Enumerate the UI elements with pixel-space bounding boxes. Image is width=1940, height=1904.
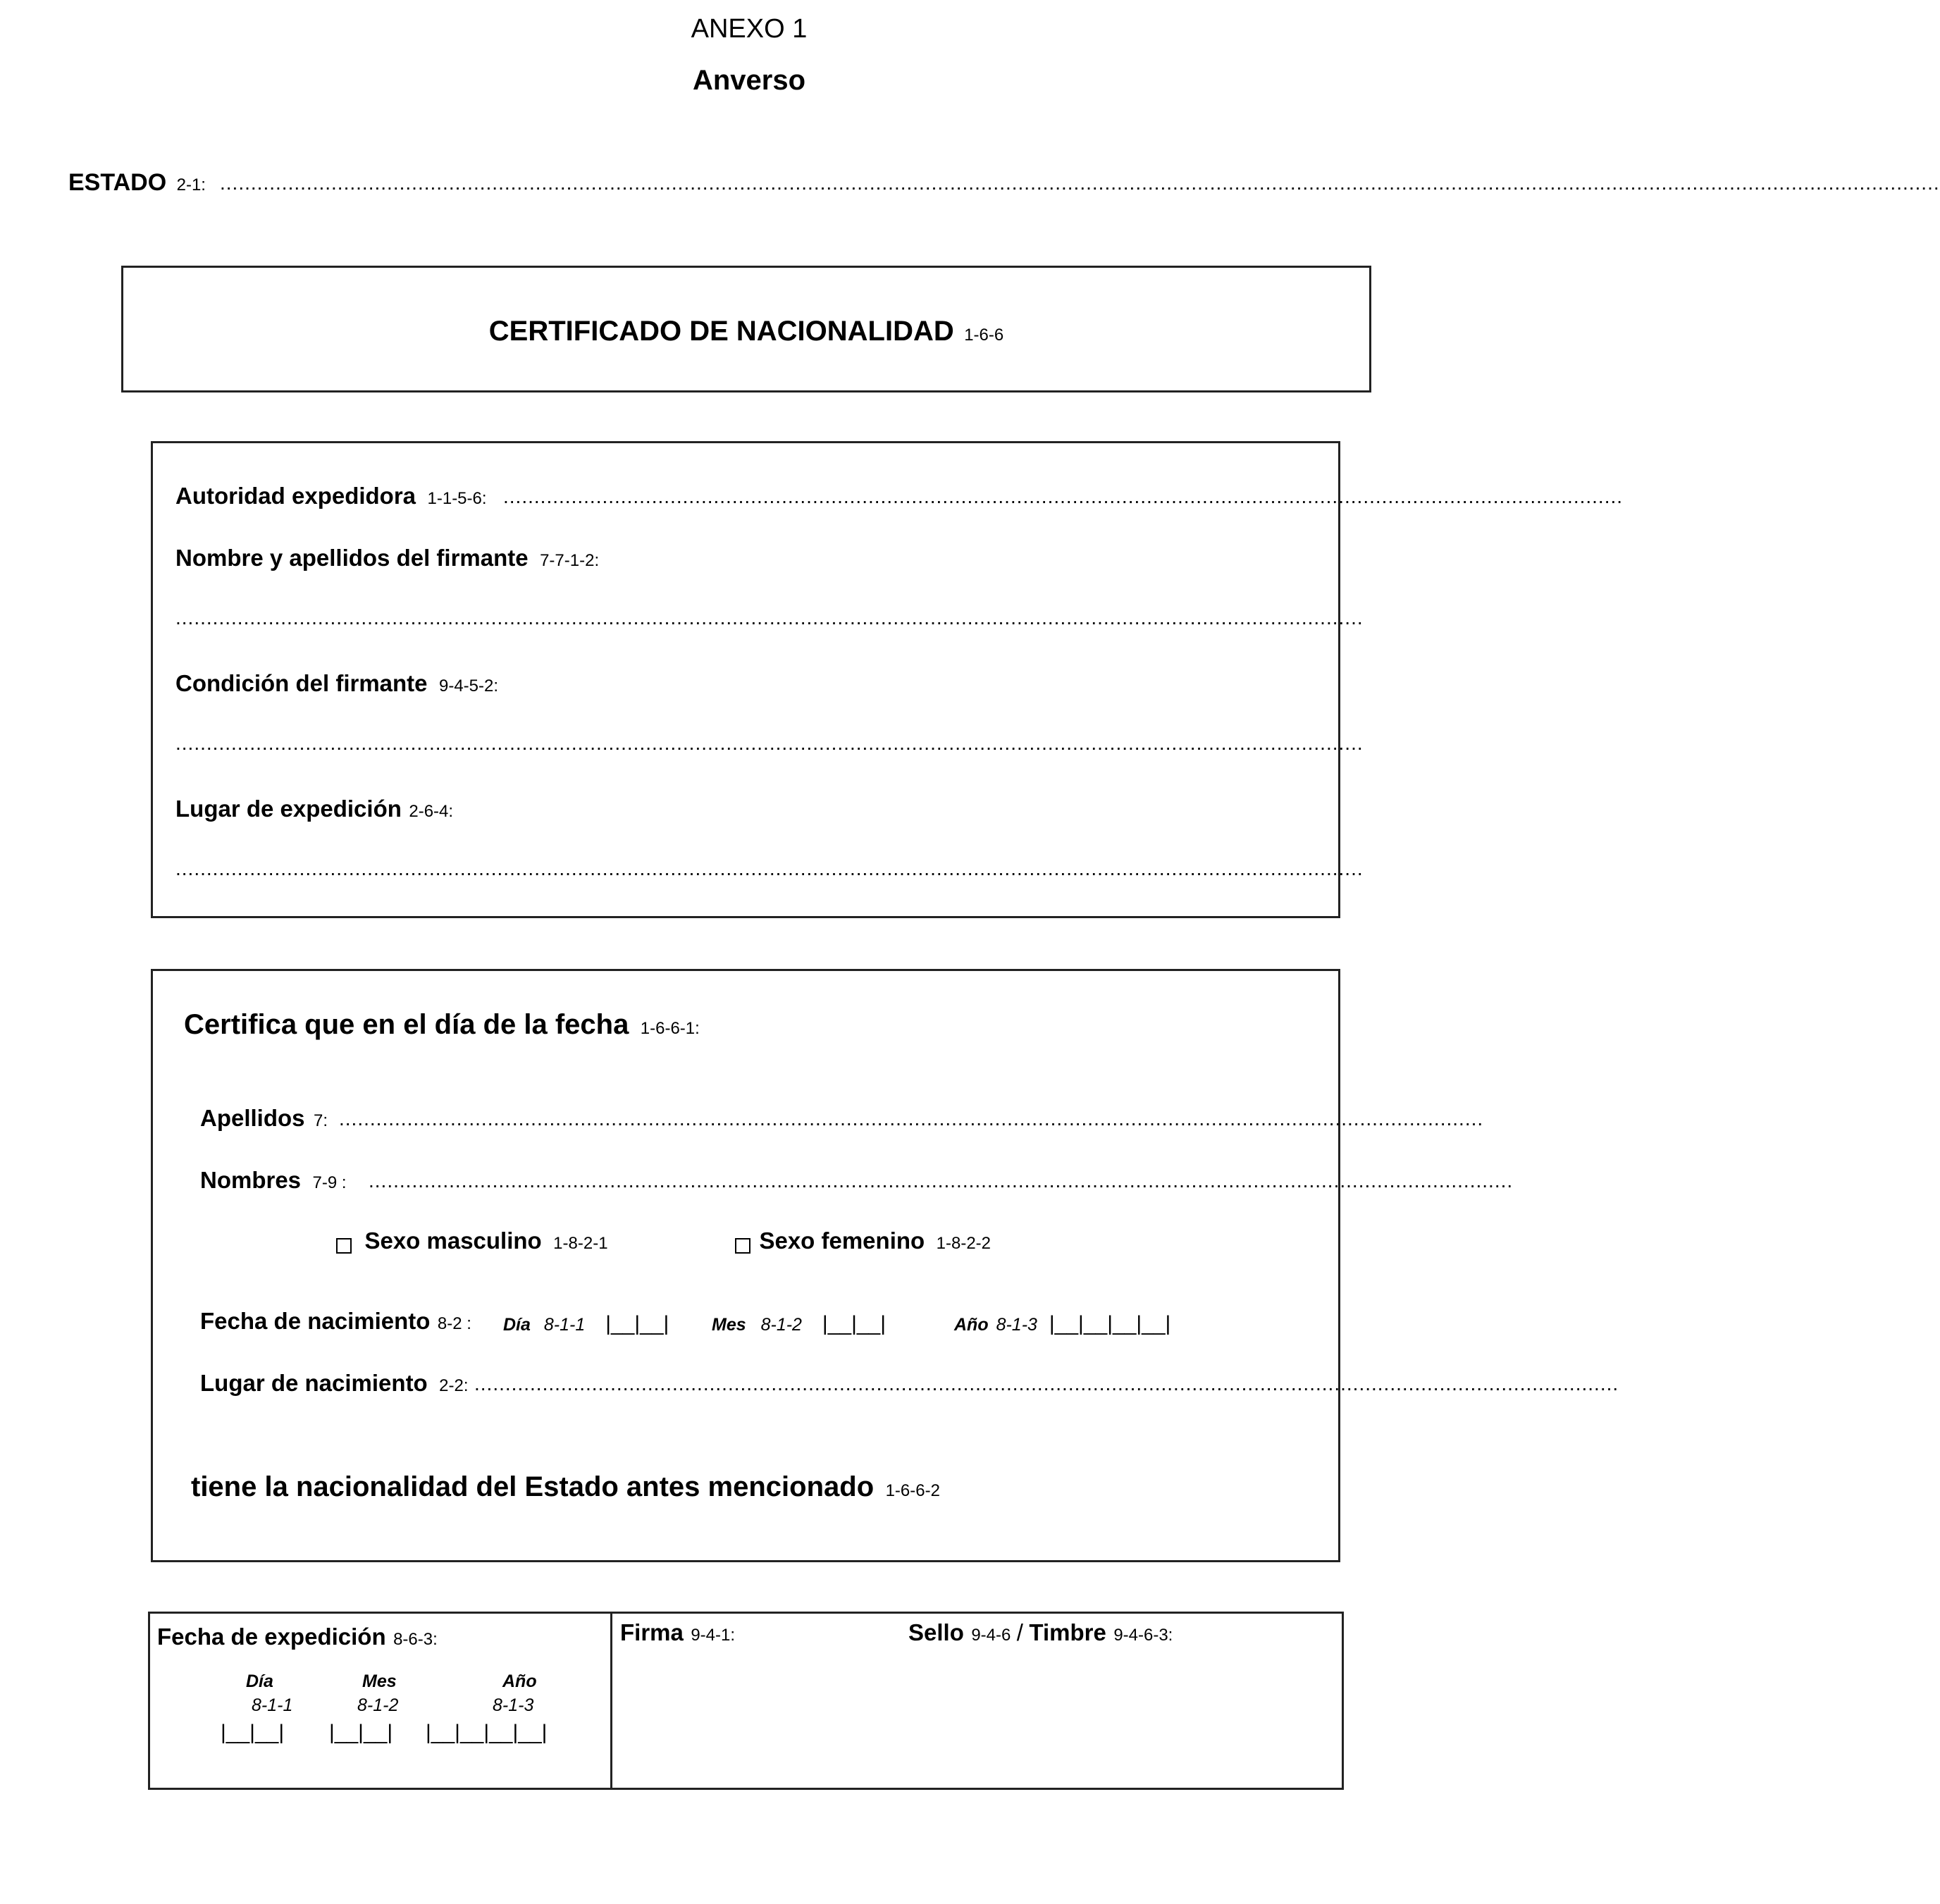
expedicion-anio-label: Año <box>502 1671 537 1691</box>
autoridad-field[interactable]: ..................................................................................................................................................................................... <box>503 486 1624 507</box>
fecha-expedicion-row <box>157 1624 438 1650</box>
closing-code: 1-6-6-2 <box>885 1481 940 1500</box>
sexo-masculino-option[interactable] <box>336 1228 608 1254</box>
certificate-title-code: 1-6-6 <box>964 326 1004 345</box>
nombres-field[interactable]: ......................................................................................................................................................................................... <box>369 1170 1514 1192</box>
fecha-nacimiento-row <box>200 1308 471 1335</box>
firmante-label: Nombre y apellidos del firmante <box>175 545 529 571</box>
cert-heading-row <box>184 1009 700 1041</box>
estado-label: ESTADO <box>68 169 167 196</box>
nacimiento-anio <box>954 1312 1170 1336</box>
lugar-expedicion-row <box>175 796 453 822</box>
sello-code: 9-4-6 <box>971 1626 1011 1645</box>
condicion-code: 9-4-5-2: <box>438 676 499 696</box>
expedicion-mes-code: 8-1-2 <box>357 1695 399 1715</box>
authority-box <box>151 441 1624 918</box>
timbre-label: Timbre <box>1029 1619 1106 1645</box>
nombres-label: Nombres <box>200 1167 302 1193</box>
lugar-nacimiento-code: 2-2: <box>439 1376 469 1395</box>
condicion-label: Condición del firmante <box>175 670 428 696</box>
autoridad-row <box>175 483 487 509</box>
cert-heading-code: 1-6-6-1: <box>640 1019 700 1038</box>
title-line <box>123 316 1369 347</box>
sello-separator: / <box>1016 1619 1023 1645</box>
apellidos-field[interactable]: ......................................................................................................................................................................................... <box>339 1108 1484 1130</box>
expedicion-anio-boxes[interactable]: |__|__|__|__| <box>426 1721 548 1744</box>
expedicion-dia-label: Día <box>246 1671 273 1691</box>
apellidos-row <box>200 1105 328 1132</box>
lugar-expedicion-field[interactable]: ................................................................................................................................................................................................ <box>175 858 1364 879</box>
lugar-nacimiento-row <box>200 1370 469 1397</box>
nacimiento-anio-label: Año <box>954 1315 989 1335</box>
condicion-field[interactable]: ................................................................................................................................................................................................ <box>175 732 1364 754</box>
sexo-femenino-code: 1-8-2-2 <box>936 1234 991 1253</box>
firmante-code: 7-7-1-2: <box>540 551 600 570</box>
sexo-femenino-checkbox[interactable] <box>735 1238 750 1254</box>
sello-label: Sello <box>908 1619 964 1645</box>
sexo-masculino-checkbox[interactable] <box>336 1238 352 1254</box>
side-title: Anverso <box>692 65 806 96</box>
sexo-masculino-label: Sexo masculino <box>364 1228 542 1254</box>
firmante-row <box>175 545 599 571</box>
fecha-expedicion-label: Fecha de expedición <box>157 1624 386 1650</box>
estado-field[interactable]: ...................................................................................................................................................................................................................................................................................... <box>220 172 1940 194</box>
firma-code: 9-4-1: <box>691 1626 736 1645</box>
closing-text: tiene la nacionalidad del Estado antes mencionado <box>191 1471 875 1502</box>
expedicion-dia-boxes[interactable]: |__|__| <box>221 1721 285 1744</box>
lugar-nacimiento-field[interactable]: ......................................................................................................................................................................................... <box>474 1373 1619 1395</box>
nacimiento-dia-boxes[interactable]: |__|__| <box>605 1312 669 1335</box>
cert-heading: Certifica que en el día de la fecha <box>184 1009 629 1040</box>
footer-divider <box>610 1614 612 1788</box>
sexo-masculino-code: 1-8-2-1 <box>553 1234 608 1253</box>
nacimiento-dia-label: Día <box>503 1315 531 1335</box>
fecha-expedicion-code: 8-6-3: <box>393 1630 438 1649</box>
estado-code: 2-1: <box>176 175 206 194</box>
expedicion-mes-label: Mes <box>362 1671 397 1691</box>
nacimiento-mes <box>712 1312 886 1336</box>
lugar-nacimiento-label: Lugar de nacimiento <box>200 1370 428 1396</box>
nacimiento-dia-code: 8-1-1 <box>543 1315 586 1335</box>
nacimiento-mes-boxes[interactable]: |__|__| <box>822 1312 886 1335</box>
nacimiento-mes-label: Mes <box>712 1315 746 1335</box>
apellidos-code: 7: <box>313 1111 328 1130</box>
fecha-nacimiento-code: 8-2 : <box>437 1314 471 1333</box>
sexo-femenino-option[interactable] <box>735 1228 991 1254</box>
sello-timbre-row[interactable] <box>908 1619 1173 1646</box>
apellidos-label: Apellidos <box>200 1105 305 1131</box>
certification-box <box>151 969 1619 1562</box>
lugar-expedicion-code: 2-6-4: <box>409 802 454 821</box>
nacimiento-anio-code: 8-1-3 <box>996 1315 1037 1335</box>
nacimiento-dia <box>503 1312 669 1336</box>
autoridad-code: 1-1-5-6: <box>427 489 487 508</box>
title-box <box>121 266 1371 392</box>
closing-row <box>191 1471 940 1503</box>
firma-row[interactable] <box>620 1619 735 1646</box>
footer-box <box>148 1612 1344 1790</box>
nombres-row <box>200 1167 347 1194</box>
timbre-code: 9-4-6-3: <box>1113 1626 1173 1645</box>
firma-label: Firma <box>620 1619 684 1645</box>
expedicion-dia-code: 8-1-1 <box>252 1695 293 1715</box>
sexo-femenino-label: Sexo femenino <box>759 1228 925 1254</box>
nombres-code: 7-9 : <box>312 1173 347 1192</box>
lugar-expedicion-label: Lugar de expedición <box>175 796 402 822</box>
nacimiento-mes-code: 8-1-2 <box>760 1315 802 1335</box>
condicion-row <box>175 670 498 697</box>
firmante-field[interactable]: ................................................................................................................................................................................................ <box>175 607 1364 629</box>
autoridad-label: Autoridad expedidora <box>175 483 416 509</box>
annex-title: ANEXO 1 <box>691 14 808 44</box>
expedicion-anio-code: 8-1-3 <box>493 1695 534 1715</box>
expedicion-mes-boxes[interactable]: |__|__| <box>329 1721 393 1744</box>
nacimiento-anio-boxes[interactable]: |__|__|__|__| <box>1049 1312 1171 1335</box>
certificate-title: CERTIFICADO DE NACIONALIDAD <box>488 316 954 347</box>
fecha-nacimiento-label: Fecha de nacimiento <box>200 1308 431 1334</box>
